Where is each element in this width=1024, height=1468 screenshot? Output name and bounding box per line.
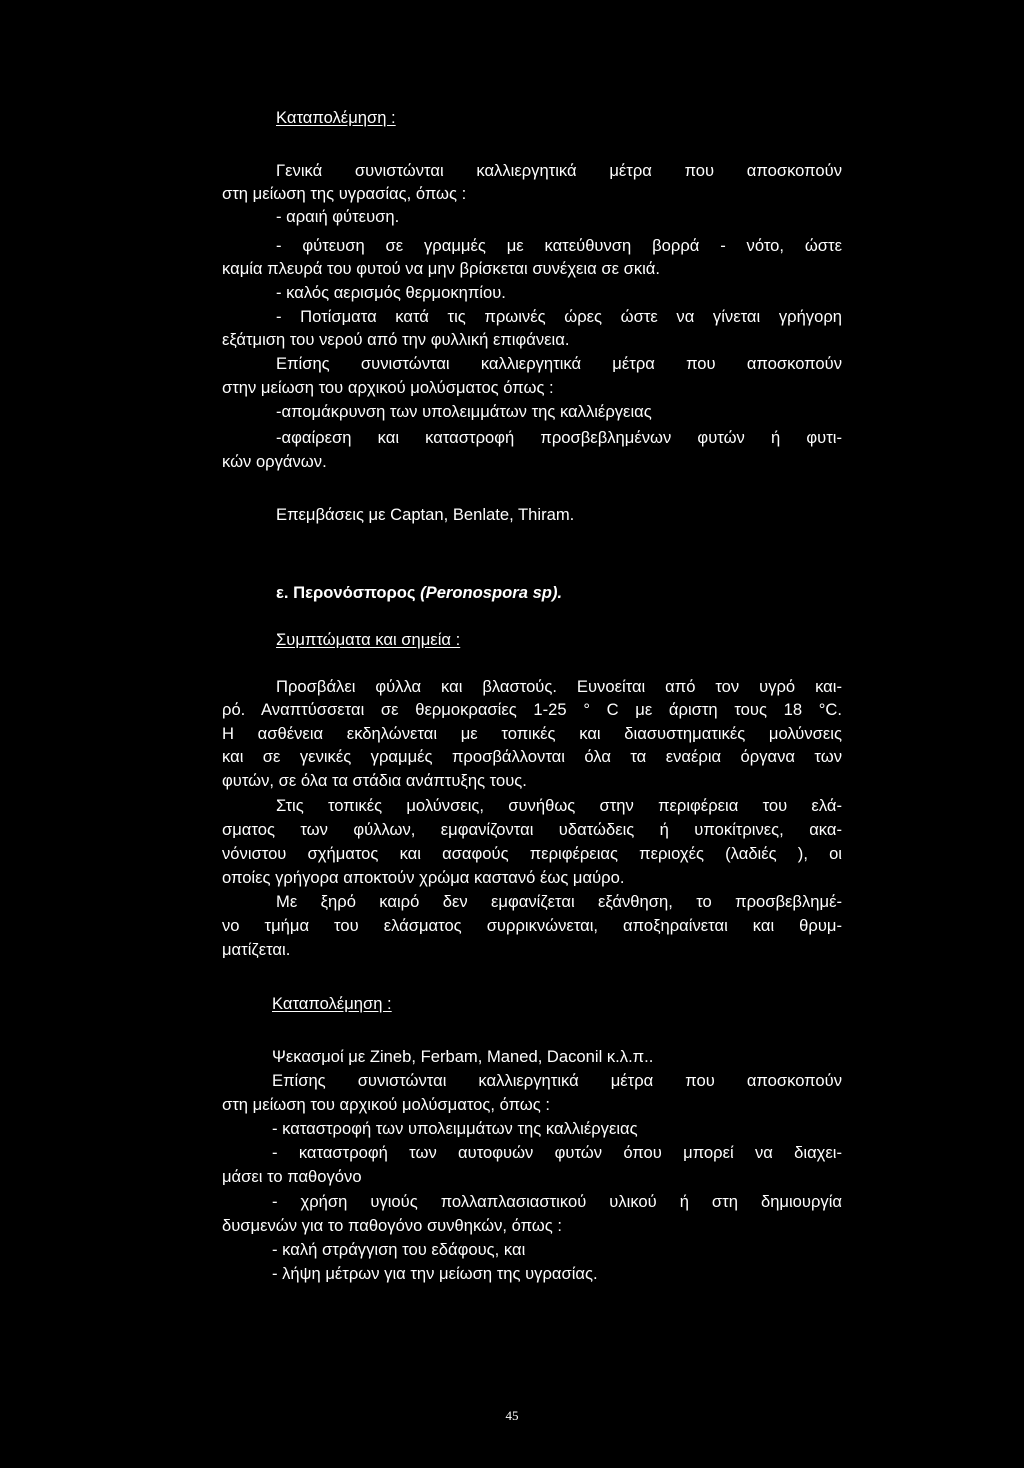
paragraph-line: - φύτευση σε γραμμές με κατεύθυνση βορρά - νότο, ώστε (276, 236, 842, 255)
heading-symptoms: Συμπτώματα και σημεία : (276, 630, 461, 649)
paragraph-line: - καταστροφή των αυτοφυών φυτών όπου μπορεί να διαχει- (272, 1143, 842, 1162)
paragraph-line: - καταστροφή των υπολειμμάτων της καλλιέργειας (272, 1119, 638, 1138)
treatment-line: Επεμβάσεις με Captan, Benlate, Thiram. (276, 505, 575, 524)
paragraph-line: -αφαίρεση και καταστροφή προσβεβλημένων φυτών ή φυτι- (276, 428, 842, 447)
paragraph-line: - χρήση υγιούς πολλαπλασιαστικού υλικού ή στη δημιουργία (272, 1192, 842, 1211)
paragraph-line: -απομάκρυνση των υπολειμμάτων της καλλιέργειας (276, 402, 652, 421)
paragraph-line: Γενικά συνιστώνται καλλιεργητικά μέτρα που αποσκοπούν (276, 161, 842, 180)
paragraph-line: φυτών, σε όλα τα στάδια ανάπτυξης τους. (222, 771, 527, 790)
paragraph-line: στη μείωση του αρχικού μολύσματος, όπως : (222, 1095, 550, 1114)
heading-control-2: Καταπολέμηση : (272, 994, 392, 1013)
paragraph-line: - καλή στράγγιση του εδάφους, και (272, 1240, 526, 1259)
paragraph-line: στην μείωση του αρχικού μολύσματος όπως : (222, 378, 554, 397)
paragraph-line: - Ποτίσματα κατά τις πρωινές ώρες ώστε να γίνεται γρήγορη (276, 307, 842, 326)
page-number: 45 (505, 1408, 519, 1423)
paragraph-line: ματίζεται. (222, 940, 291, 959)
paragraph-line: Η ασθένεια εκδηλώνεται με τοπικές και διασυστηματικές μολύνσεις (222, 724, 842, 743)
paragraph-line: Ψεκασμοί με Zineb, Ferbam, Maned, Daconil κ.λ.π.. (272, 1047, 654, 1066)
paragraph-line: Επίσης συνιστώνται καλλιεργητικά μέτρα που αποσκοπούν (276, 354, 842, 373)
paragraph-line: οποίες γρήγορα αποκτούν χρώμα καστανό έως μαύρο. (222, 868, 625, 887)
paragraph-line: στη μείωση της υγρασίας, όπως : (222, 184, 467, 203)
section-title-text: ε. Περονόσπορος (276, 583, 421, 602)
paragraph-line: Προσβάλει φύλλα και βλαστούς. Ευνοείται από τον υγρό και- (276, 677, 842, 696)
heading-control-1: Καταπολέμηση : (276, 108, 396, 127)
paragraph-line: - καλός αερισμός θερμοκηπίου. (276, 283, 506, 302)
paragraph-line: Με ξηρό καιρό δεν εμφανίζεται εξάνθηση, το προσβεβλημέ- (276, 892, 842, 911)
paragraph-line: δυσμενών για το παθογόνο συνθηκών, όπως : (222, 1216, 562, 1235)
paragraph-line: Στις τοπικές μολύνσεις, συνήθως στην περιφέρεια του ελά- (276, 796, 842, 815)
paragraph-line: Επίσης συνιστώνται καλλιεργητικά μέτρα που αποσκοπούν (272, 1071, 842, 1090)
section-title-peronospora (276, 582, 842, 604)
paragraph-line: ρό. Αναπτύσσεται σε θερμοκρασίες 1-25 ° C με άριστη τους 18 °C. (222, 700, 842, 719)
paragraph-line: κών οργάνων. (222, 452, 327, 471)
paragraph-line: σματος των φύλλων, εμφανίζονται υδατώδεις ή υποκίτρινες, ακα- (222, 820, 842, 839)
paragraph-line: και σε γενικές γραμμές προσβάλλονται όλα τα εναέρια όργανα των (222, 747, 842, 766)
paragraph-line: εξάτμιση του νερού από την φυλλική επιφάνεια. (222, 330, 570, 349)
section-title-latin: (Peronospora sp). (420, 583, 563, 602)
paragraph-line: νο τμήμα του ελάσματος συρρικνώνεται, αποξηραίνεται και θρυμ- (222, 916, 842, 935)
paragraph-line: - αραιή φύτευση. (276, 207, 400, 226)
paragraph-line: - λήψη μέτρων για την μείωση της υγρασίας. (272, 1264, 598, 1283)
paragraph-line: μάσει το παθογόνο (222, 1167, 362, 1186)
paragraph-line: καμία πλευρά του φυτού να μην βρίσκεται συνέχεια σε σκιά. (222, 259, 661, 278)
paragraph-line: νόνιστου σχήματος και ασαφούς περιφέρειας περιοχές (λαδιές ), οι (222, 844, 842, 863)
